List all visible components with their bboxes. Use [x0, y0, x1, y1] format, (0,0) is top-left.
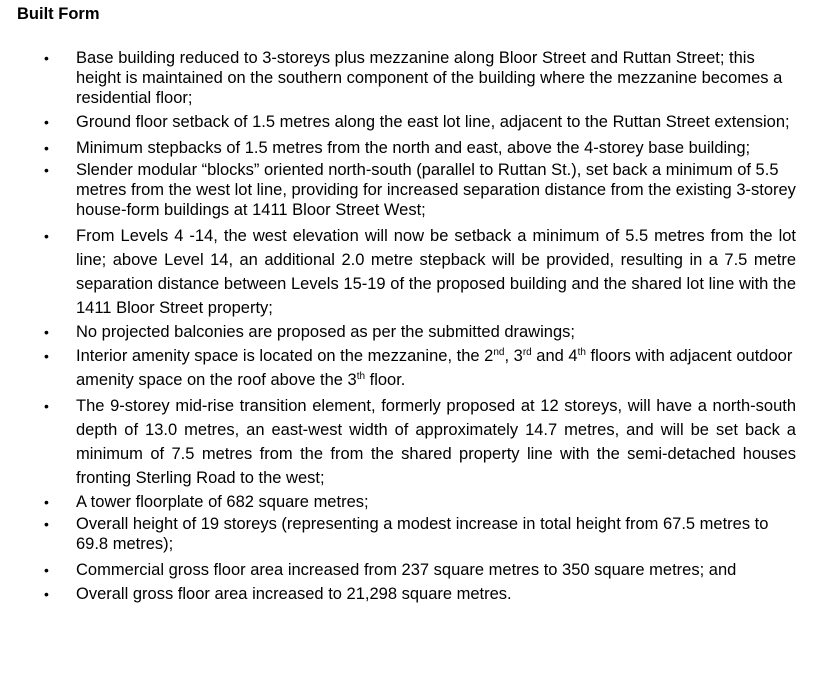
bullet-icon: •: [44, 348, 49, 364]
list-item: [0, 490, 796, 514]
list-item-text: From Levels 4 -14, the west elevation will now be setback a minimum of 5.5 metres from the lot line; above Level 14, an additional 2.0 metre stepback will be provided, resulting in a 7.5 metre separation distance between Levels 15-19 of the proposed building and the shared lot line with the 1411 Bloor Street property;: [76, 227, 796, 317]
list-item-text: Minimum stepbacks of 1.5 metres from the north and east, above the 4-storey base building;: [76, 139, 751, 157]
list-item: [0, 320, 796, 344]
list-item: [0, 582, 796, 606]
bullet-icon: •: [44, 516, 49, 532]
list-item: [0, 224, 796, 320]
list-item: [0, 112, 796, 132]
list-item: [0, 344, 796, 392]
list-item-text: Base building reduced to 3-storeys plus mezzanine along Bloor Street and Ruttan Street; this height is maintained on the southern component of the building where the mezzanine becomes a residential floor;: [76, 49, 783, 107]
list-item: [0, 136, 796, 160]
bullet-icon: •: [44, 140, 49, 156]
list-item-text: Interior amenity space is located on the mezzanine, the 2nd, 3rd and 4th floors with adjacent outdoor amenity space on the roof above the 3th floor.: [76, 347, 793, 389]
list-item-text: Slender modular “blocks” oriented north-south (parallel to Ruttan St.), set back a minimum of 5.5 metres from the west lot line, providing for increased separation distance from the existing 3-storey house-form buildings at 1411 Bloor Street West;: [76, 161, 796, 219]
section-heading: Built Form: [17, 5, 100, 23]
list-item: [0, 394, 796, 490]
list-item-text: No projected balconies are proposed as per the submitted drawings;: [76, 323, 575, 341]
bullet-icon: •: [44, 228, 49, 244]
list-item-text: Commercial gross floor area increased from 237 square metres to 350 square metres; and: [76, 561, 737, 579]
bullet-icon: •: [44, 324, 49, 340]
list-item-text: Overall gross floor area increased to 21,298 square metres.: [76, 585, 512, 603]
built-form-list: [0, 48, 815, 606]
bullet-icon: •: [44, 50, 49, 66]
list-item: [0, 558, 796, 582]
bullet-icon: •: [44, 162, 49, 178]
bullet-icon: •: [44, 562, 49, 578]
list-item-text: Overall height of 19 storeys (representing a modest increase in total height from 67.5 metres to 69.8 metres);: [76, 515, 769, 553]
list-item-text: A tower floorplate of 682 square metres;: [76, 493, 369, 511]
bullet-icon: •: [44, 586, 49, 602]
list-item: [0, 514, 796, 554]
list-item-text: Ground floor setback of 1.5 metres along the east lot line, adjacent to the Ruttan Street extension;: [76, 113, 790, 131]
bullet-icon: •: [44, 494, 49, 510]
bullet-icon: •: [44, 398, 49, 414]
bullet-icon: •: [44, 114, 49, 130]
list-item-text: The 9-storey mid-rise transition element, formerly proposed at 12 storeys, will have a north-south depth of 13.0 metres, an east-west width of approximately 14.7 metres, and will be set back a minimum of 7.5 metres from the from the shared property line with the semi-detached houses fronting Sterling Road to the west;: [76, 397, 796, 487]
list-item: [0, 160, 796, 220]
list-item: [0, 48, 796, 108]
